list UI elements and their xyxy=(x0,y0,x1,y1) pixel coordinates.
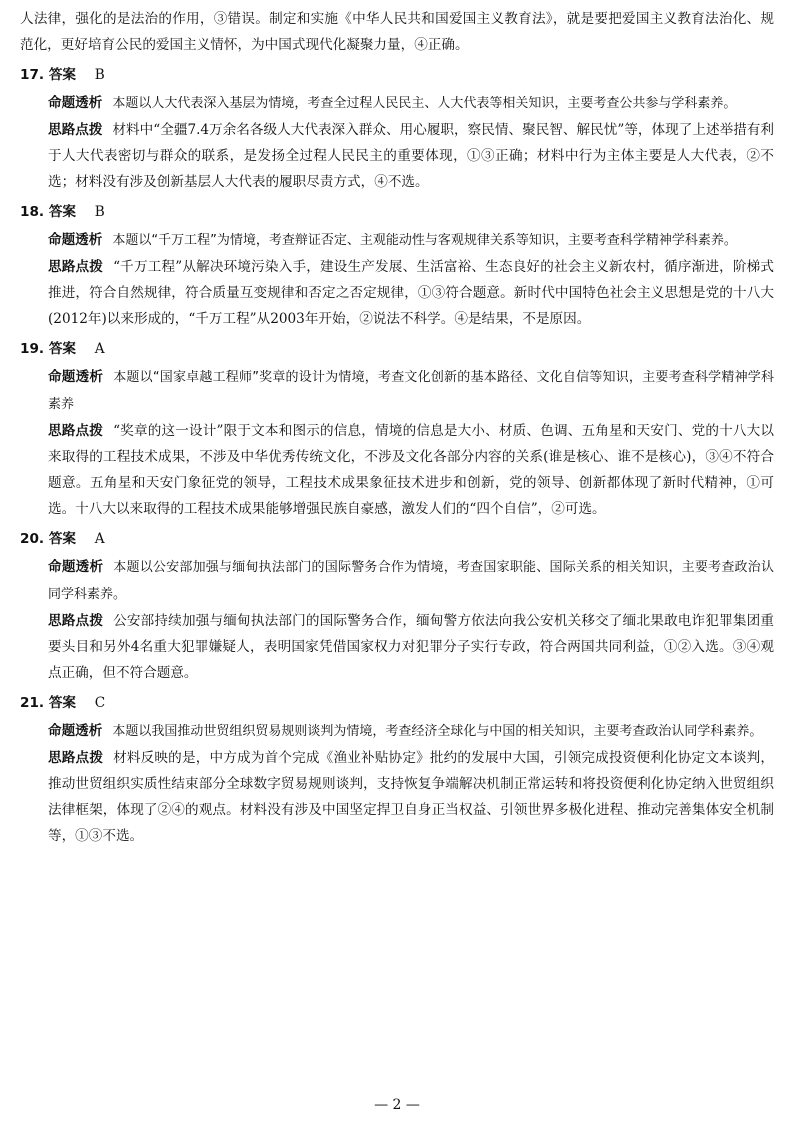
thinking-paragraph xyxy=(20,608,774,686)
thinking-paragraph xyxy=(20,745,774,849)
intro-paragraph: 人法律，强化的是法治的作用，③错误。制定和实施《中华人民共和国爱国主义教育法》，就是要把爱国主义教育法治化、规范化，更好培育公民的爱国主义情怀，为中国式现代化凝聚力量，④正确。 xyxy=(20,11,774,53)
question-number: 21. xyxy=(20,695,45,711)
answer-label: 答案 xyxy=(48,341,77,357)
analysis-paragraph xyxy=(20,227,774,254)
answer-label: 答案 xyxy=(48,531,77,547)
answer-value: B xyxy=(94,67,105,83)
thinking-paragraph xyxy=(20,117,774,195)
question-header xyxy=(20,336,774,362)
thinking-paragraph xyxy=(20,254,774,332)
question-header xyxy=(20,526,774,552)
thinking-text: “千万工程”从解决环境污染入手，建设生产发展、生活富裕、生态良好的社会主义新农村，循序渐进，阶梯式推进，符合自然规律，符合质量互变规律和否定之否定规律，①③符合题意。新时代中国特色社会主义思想是党的十八大(2012年)以来形成的，“千万工程”从2003年开始，②说法不科学。④是结果，不是原因。 xyxy=(48,259,774,327)
answer-value: C xyxy=(94,695,106,711)
analysis-label: 命题透析 xyxy=(48,723,103,739)
thinking-text: 材料中“全疆7.4万余名各级人大代表深入群众、用心履职，察民情、聚民智、解民忧”等，体现了上述举措有利于人大代表密切与群众的联系，是发扬全过程人民民主的重要体现，①③正确；材料中行为主体主要是人大代表，②不选；材料没有涉及创新基层人大代表的履职尽责方式，④不选。 xyxy=(48,122,774,190)
analysis-paragraph xyxy=(20,718,774,745)
answer-label: 答案 xyxy=(48,204,77,220)
analysis-text: 本题以我国推动世贸组织贸易规则谈判为情境，考查经济全球化与中国的相关知识，主要考查政治认同学科素养。 xyxy=(112,724,763,739)
answer-value: A xyxy=(94,531,105,547)
question-18 xyxy=(20,199,774,332)
answer-value: B xyxy=(94,204,105,220)
page-number: — 2 — xyxy=(374,1097,420,1113)
analysis-label: 命题透析 xyxy=(48,95,103,111)
answer-label: 答案 xyxy=(48,67,77,83)
question-number: 18. xyxy=(20,204,45,220)
thinking-label: 思路点拨 xyxy=(48,122,103,138)
answer-value: A xyxy=(94,341,105,357)
analysis-text: 本题以人大代表深入基层为情境，考查全过程人民民主、人大代表等相关知识，主要考查公共参与学科素养。 xyxy=(112,96,737,111)
analysis-text: 本题以“千万工程”为情境，考查辩证否定、主观能动性与客观规律关系等知识，主要考查科学精神学科素养。 xyxy=(112,233,737,248)
analysis-label: 命题透析 xyxy=(48,369,104,385)
analysis-label: 命题透析 xyxy=(48,559,104,575)
thinking-paragraph xyxy=(20,418,774,522)
question-number: 17. xyxy=(20,67,45,83)
analysis-label: 命题透析 xyxy=(48,232,103,248)
answer-label: 答案 xyxy=(48,695,77,711)
question-header xyxy=(20,199,774,225)
question-17 xyxy=(20,62,774,195)
analysis-paragraph xyxy=(20,554,774,608)
thinking-label: 思路点拨 xyxy=(48,750,104,766)
thinking-text: “奖章的这一设计”限于文本和图示的信息，情境的信息是大小、材质、色调、五角星和天安门、党的十八大以来取得的工程技术成果，不涉及中华优秀传统文化，不涉及文化各部分内容的关系(谁是核心、谁不是核心)，③④不符合题意。五角星和天安门象征党的领导，工程技术成果象征技术进步和创新，党的领导、创新都体现了新时代精神，①可选。十八大以来取得的工程技术成果能够增强民族自豪感，激发人们的“四个自信”，②可选。 xyxy=(48,423,774,517)
analysis-text: 本题以“国家卓越工程师”奖章的设计为情境，考查文化创新的基本路径、文化自信等知识，主要考查科学精神学科素养 xyxy=(48,370,774,412)
answer-page xyxy=(20,6,774,851)
analysis-text: 本题以公安部加强与缅甸执法部门的国际警务合作为情境，考查国家职能、国际关系的相关知识，主要考查政治认同学科素养。 xyxy=(48,560,774,602)
thinking-label: 思路点拨 xyxy=(48,423,104,439)
question-21 xyxy=(20,690,774,849)
analysis-paragraph xyxy=(20,90,774,117)
question-number: 20. xyxy=(20,531,45,547)
thinking-text: 材料反映的是，中方成为首个完成《渔业补贴协定》批约的发展中大国，引领完成投资便利化协定文本谈判，推动世贸组织实质性结束部分全球数字贸易规则谈判，支持恢复争端解决机制正常运转和将投资便利化协定纳入世贸组织法律框架，体现了②④的观点。材料没有涉及中国坚定捍卫自身正当权益、引领世界多极化进程、推动完善集体安全机制等，①③不选。 xyxy=(48,750,774,844)
thinking-text: 公安部持续加强与缅甸执法部门的国际警务合作，缅甸警方依法向我公安机关移交了缅北果敢电诈犯罪集团重要头目和另外4名重大犯罪嫌疑人，表明国家凭借国家权力对犯罪分子实行专政，符合两国共同利益，①②入选。③④观点正确，但不符合题意。 xyxy=(48,613,774,681)
thinking-label: 思路点拨 xyxy=(48,613,104,629)
question-header xyxy=(20,62,774,88)
analysis-paragraph xyxy=(20,364,774,418)
question-19 xyxy=(20,336,774,522)
question-20 xyxy=(20,526,774,686)
thinking-label: 思路点拨 xyxy=(48,259,104,275)
question-number: 19. xyxy=(20,341,45,357)
question-header xyxy=(20,690,774,716)
